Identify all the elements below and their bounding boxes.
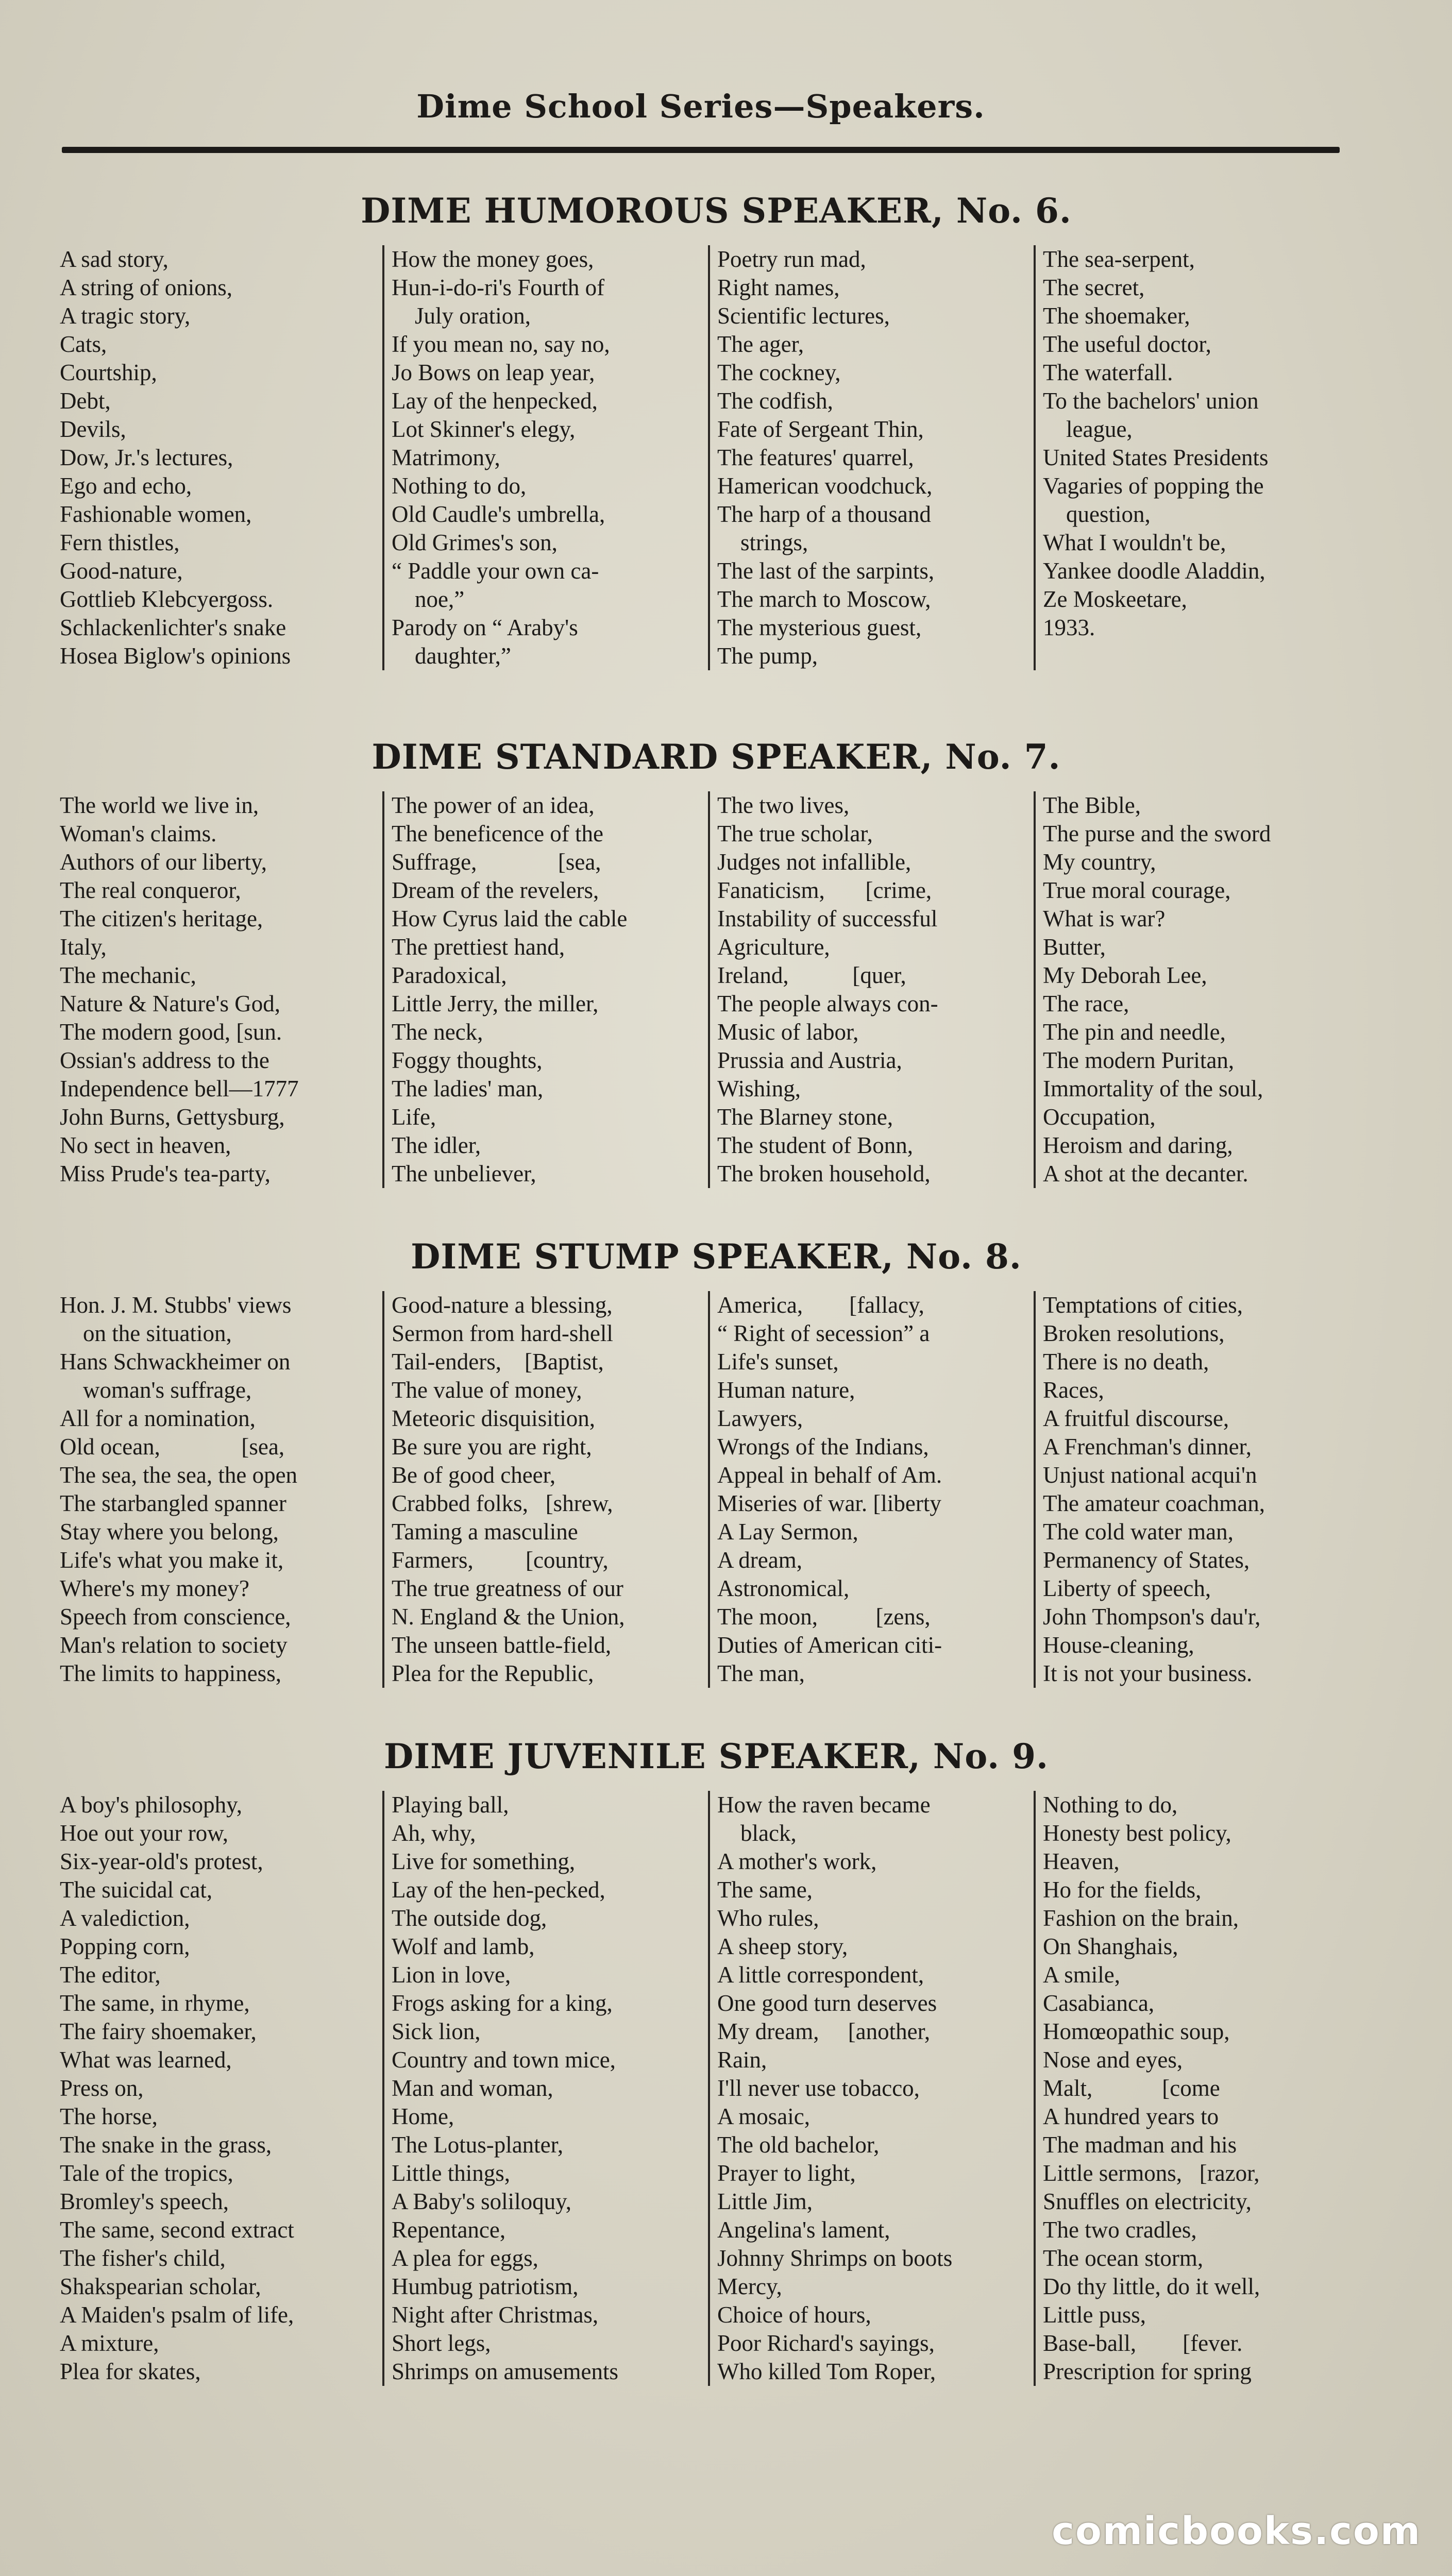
list-item: Jo Bows on leap year, (392, 360, 595, 385)
list-item: If you mean no, say no, (392, 331, 610, 357)
list-item: “ Right of secession” a (717, 1320, 930, 1346)
list-item: A fruitful discourse, (1043, 1405, 1229, 1431)
list-item: The Bible, (1043, 792, 1141, 818)
list-item: John Burns, Gettysburg, (60, 1104, 285, 1130)
list-item: The pump, (717, 643, 818, 669)
section-title: DIME JUVENILE SPEAKER, No. 9. (384, 1736, 1049, 1776)
list-item: The two cradles, (1043, 2217, 1197, 2243)
list-item: The prettiest hand, (392, 934, 565, 960)
list-item: Courtship, (60, 360, 157, 385)
list-item: The codfish, (717, 388, 833, 414)
list-item: Choice of hours, (717, 2302, 871, 2328)
list-item: Fashionable women, (60, 501, 252, 527)
list-item: Right names, (717, 275, 840, 300)
list-item: The old bachelor, (717, 2132, 880, 2158)
list-item: Johnny Shrimps on boots (717, 2245, 953, 2271)
list-item: The mysterious guest, (717, 615, 922, 640)
list-item: Judges not infallible, (717, 849, 911, 875)
list-item: Casabianca, (1043, 1990, 1155, 2016)
list-item: Hoe out your row, (60, 1820, 229, 1846)
list-item: How the money goes, (392, 246, 594, 272)
list-item: Popping corn, (60, 1934, 190, 1959)
section-columns (57, 791, 1376, 1188)
list-item: Homœopathic soup, (1043, 2019, 1230, 2044)
list-item: Ah, why, (392, 1820, 476, 1846)
list-item: Man's relation to society (60, 1632, 288, 1658)
list-item: Taming a masculine (392, 1519, 578, 1545)
list-item: Lawyers, (717, 1405, 803, 1431)
list-item: The last of the sarpints, (717, 558, 935, 584)
list-item: The fairy shoemaker, (60, 2019, 257, 2044)
list-item: A hundred years to (1043, 2104, 1219, 2129)
list-item: Prayer to light, (717, 2160, 856, 2186)
list-item: Hosea Biglow's opinions (60, 643, 291, 669)
list-item: Cats, (60, 331, 107, 357)
list-item: Prussia and Austria, (717, 1047, 902, 1073)
section-columns (57, 1291, 1376, 1688)
list-item: Shakspearian scholar, (60, 2274, 261, 2299)
list-item: The value of money, (392, 1377, 582, 1403)
list-item: Fanaticism, [crime, (717, 877, 932, 903)
list-item: The harp of a thousand (717, 501, 931, 527)
list-item: No sect in heaven, (60, 1132, 231, 1158)
list-item: A sheep story, (717, 1934, 848, 1959)
list-item: The modern good, [sun. (60, 1019, 282, 1045)
list-item: The unbeliever, (392, 1161, 536, 1187)
list-item: Frogs asking for a king, (392, 1990, 613, 2016)
list-item: A boy's philosophy, (60, 1792, 242, 1818)
list-item: 1933. (1043, 615, 1095, 640)
list-item: Wishing, (717, 1076, 801, 1101)
list-item: Man and woman, (392, 2075, 553, 2101)
list-item: The two lives, (717, 792, 850, 818)
list-item: Hamerican voodchuck, (717, 473, 933, 499)
list-item: The mechanic, (60, 962, 196, 988)
list-item: Home, (392, 2104, 454, 2129)
list-item: Hon. J. M. Stubbs' views (60, 1292, 292, 1318)
list-item: Hans Schwackheimer on (60, 1349, 291, 1375)
list-item: Butter, (1043, 934, 1106, 960)
list-item: All for a nomination, (60, 1405, 256, 1431)
list-item: Fashion on the brain, (1043, 1905, 1239, 1931)
list-item: Races, (1043, 1377, 1104, 1403)
list-item: The moon, [zens, (717, 1604, 931, 1630)
list-item: I'll never use tobacco, (717, 2075, 920, 2101)
list-item: The race, (1043, 991, 1129, 1016)
list-item: The march to Moscow, (717, 586, 931, 612)
list-item: One good turn deserves (717, 1990, 937, 2016)
section-title: DIME STUMP SPEAKER, No. 8. (411, 1236, 1022, 1277)
list-item: A Frenchman's dinner, (1043, 1434, 1252, 1460)
list-item: Music of labor, (717, 1019, 859, 1045)
list-item: A mixture, (60, 2330, 159, 2356)
list-item: Life, (392, 1104, 436, 1130)
column-4 (1034, 1791, 1359, 2386)
list-item: Suffrage, [sea, (392, 849, 601, 875)
list-item: Immortality of the soul, (1043, 1076, 1263, 1101)
list-item: The man, (717, 1660, 805, 1686)
list-item: A Maiden's psalm of life, (60, 2302, 294, 2328)
header-rule (62, 147, 1340, 153)
list-item: Honesty best policy, (1043, 1820, 1231, 1846)
list-item: Nothing to do, (1043, 1792, 1178, 1818)
list-item: The Blarney stone, (717, 1104, 893, 1130)
list-item: How Cyrus laid the cable (392, 906, 628, 931)
list-item: A sad story, (60, 246, 168, 272)
list-item: July oration, (392, 303, 531, 329)
list-item: Snuffles on electricity, (1043, 2189, 1252, 2214)
list-item: Poor Richard's sayings, (717, 2330, 935, 2356)
list-item: “ Paddle your own ca- (392, 558, 599, 584)
list-item: My country, (1043, 849, 1156, 875)
list-item: The citizen's heritage, (60, 906, 263, 931)
list-item: Foggy thoughts, (392, 1047, 543, 1073)
list-item: The horse, (60, 2104, 158, 2129)
section-columns (57, 245, 1376, 670)
list-item: The neck, (392, 1019, 483, 1045)
list-item: Fern thistles, (60, 530, 180, 555)
list-item: America, [fallacy, (717, 1292, 924, 1318)
list-item: The limits to happiness, (60, 1660, 281, 1686)
list-item: The pin and needle, (1043, 1019, 1226, 1045)
list-item: Tale of the tropics, (60, 2160, 233, 2186)
column-2 (382, 1791, 708, 2386)
list-item: Fate of Sergeant Thin, (717, 416, 924, 442)
list-item: Scientific lectures, (717, 303, 890, 329)
list-item: Who killed Tom Roper, (717, 2359, 936, 2384)
list-item: Old ocean, [sea, (60, 1434, 285, 1460)
list-item: How the raven became (717, 1792, 931, 1818)
list-item: Heroism and daring, (1043, 1132, 1233, 1158)
section-stump (57, 1236, 1376, 1688)
list-item: The same, second extract (60, 2217, 294, 2243)
list-item: Ossian's address to the (60, 1047, 269, 1073)
list-item: league, (1043, 416, 1133, 442)
list-item: Sermon from hard-shell (392, 1320, 613, 1346)
list-item: Miseries of war. [liberty (717, 1490, 941, 1516)
section-title: DIME HUMOROUS SPEAKER, No. 6. (361, 191, 1072, 231)
list-item: Astronomical, (717, 1575, 850, 1601)
list-item: Wrongs of the Indians, (717, 1434, 929, 1460)
list-item: The power of an idea, (392, 792, 595, 818)
list-item: The editor, (60, 1962, 161, 1988)
list-item: The broken household, (717, 1161, 931, 1187)
list-item: Mercy, (717, 2274, 782, 2299)
column-4 (1034, 245, 1359, 670)
list-item: My dream, [another, (717, 2019, 931, 2044)
column-1 (57, 1791, 382, 2386)
list-item: Playing ball, (392, 1792, 509, 1818)
list-item: Little things, (392, 2160, 510, 2186)
list-item: The true scholar, (717, 821, 873, 846)
list-item: Miss Prude's tea-party, (60, 1161, 271, 1187)
column-4 (1034, 791, 1359, 1188)
list-item: Good-nature, (60, 558, 183, 584)
list-item: A plea for eggs, (392, 2245, 538, 2271)
list-item: United States Presidents (1043, 445, 1269, 470)
list-item: Authors of our liberty, (60, 849, 267, 875)
list-item: Base-ball, [fever. (1043, 2330, 1243, 2356)
column-2 (382, 245, 708, 670)
list-item: Permanency of States, (1043, 1547, 1250, 1573)
list-item: Occupation, (1043, 1104, 1156, 1130)
list-item: Be of good cheer, (392, 1462, 556, 1488)
list-item: A tragic story, (60, 303, 191, 329)
column-3 (708, 1291, 1034, 1688)
list-item: John Thompson's dau'r, (1043, 1604, 1261, 1630)
list-item: Wolf and lamb, (392, 1934, 535, 1959)
list-item: The ager, (717, 331, 804, 357)
list-item: The cold water man, (1043, 1519, 1234, 1545)
list-item: Rain, (717, 2047, 767, 2073)
list-item: Lay of the hen-pecked, (392, 1877, 605, 1903)
list-item: Ireland, [quer, (717, 962, 906, 988)
list-item: The fisher's child, (60, 2245, 226, 2271)
section-juvenile (57, 1736, 1376, 2386)
list-item: Parody on “ Araby's (392, 615, 578, 640)
list-item: Short legs, (392, 2330, 491, 2356)
list-item: Ego and echo, (60, 473, 192, 499)
list-item: The features' quarrel, (717, 445, 914, 470)
list-item: The real conqueror, (60, 877, 241, 903)
column-3 (708, 1791, 1034, 2386)
list-item: Unjust national acqui'n (1043, 1462, 1257, 1488)
list-item: The madman and his (1043, 2132, 1237, 2158)
list-item: Night after Christmas, (392, 2302, 599, 2328)
list-item: question, (1043, 501, 1151, 527)
list-item: Crabbed folks, [shrew, (392, 1490, 613, 1516)
list-item: on the situation, (60, 1320, 232, 1346)
list-item: Heaven, (1043, 1849, 1120, 1874)
column-3 (708, 245, 1034, 670)
list-item: Good-nature a blessing, (392, 1292, 613, 1318)
list-item: woman's suffrage, (60, 1377, 252, 1403)
list-item: The starbangled spanner (60, 1490, 286, 1516)
list-item: What is war? (1043, 906, 1166, 931)
list-item: The world we live in, (60, 792, 259, 818)
list-item: Instability of successful (717, 906, 938, 931)
list-item: Lot Skinner's elegy, (392, 416, 576, 442)
list-item: Vagaries of popping the (1043, 473, 1264, 499)
list-item: Woman's claims. (60, 821, 217, 846)
list-item: Duties of American citi- (717, 1632, 942, 1658)
list-item: Paradoxical, (392, 962, 507, 988)
list-item: Six-year-old's protest, (60, 1849, 263, 1874)
list-item: Hun-i-do-ri's Fourth of (392, 275, 605, 300)
list-item: Liberty of speech, (1043, 1575, 1211, 1601)
list-item: A mother's work, (717, 1849, 877, 1874)
list-item: The true greatness of our (392, 1575, 623, 1601)
list-item: House-cleaning, (1043, 1632, 1194, 1658)
column-1 (57, 1291, 382, 1688)
list-item: The waterfall. (1043, 360, 1173, 385)
list-item: A Baby's soliloquy, (392, 2189, 571, 2214)
list-item: Plea for the Republic, (392, 1660, 594, 1686)
list-item: The people always con- (717, 991, 938, 1016)
list-item: noe,” (392, 586, 465, 612)
list-item: The suicidal cat, (60, 1877, 213, 1903)
list-item: Who rules, (717, 1905, 819, 1931)
list-item: The modern Puritan, (1043, 1047, 1235, 1073)
list-item: daughter,” (392, 643, 511, 669)
watermark: comicbooks.com (1052, 2509, 1421, 2553)
list-item: A dream, (717, 1547, 802, 1573)
list-item: Old Caudle's umbrella, (392, 501, 605, 527)
list-item: The ocean storm, (1043, 2245, 1204, 2271)
list-item: The amateur coachman, (1043, 1490, 1265, 1516)
list-item: Appeal in behalf of Am. (717, 1462, 942, 1488)
list-item: The beneficence of the (392, 821, 603, 846)
list-item: Be sure you are right, (392, 1434, 592, 1460)
list-item: Temptations of cities, (1043, 1292, 1243, 1318)
list-item: A string of onions, (60, 275, 233, 300)
list-item: N. England & the Union, (392, 1604, 625, 1630)
section-title: DIME STANDARD SPEAKER, No. 7. (372, 737, 1061, 777)
list-item: The same, in rhyme, (60, 1990, 250, 2016)
list-item: The idler, (392, 1132, 481, 1158)
list-item: It is not your business. (1043, 1660, 1253, 1686)
list-item: The purse and the sword (1043, 821, 1271, 846)
list-item: Shrimps on amusements (392, 2359, 618, 2384)
section-columns (57, 1791, 1376, 2386)
list-item: My Deborah Lee, (1043, 962, 1207, 988)
list-item: Debt, (60, 388, 111, 414)
list-item: black, (717, 1820, 797, 1846)
list-item: Repentance, (392, 2217, 506, 2243)
list-item: Little puss, (1043, 2302, 1146, 2328)
list-item: Human nature, (717, 1377, 855, 1403)
list-item: Farmers, [country, (392, 1547, 609, 1573)
list-item: Live for something, (392, 1849, 576, 1874)
list-item: Ze Moskeetare, (1043, 586, 1187, 612)
list-item: Poetry run mad, (717, 246, 866, 272)
list-item: Yankee doodle Aladdin, (1043, 558, 1265, 584)
list-item: On Shanghais, (1043, 1934, 1178, 1959)
list-item: Broken resolutions, (1043, 1320, 1225, 1346)
column-2 (382, 1291, 708, 1688)
list-item: The unseen battle-field, (392, 1632, 612, 1658)
list-item: A shot at the decanter. (1043, 1161, 1248, 1187)
list-item: Bromley's speech, (60, 2189, 229, 2214)
list-item: Do thy little, do it well, (1043, 2274, 1260, 2299)
list-item: Lion in love, (392, 1962, 511, 1988)
list-item: Nothing to do, (392, 473, 527, 499)
list-item: The useful doctor, (1043, 331, 1211, 357)
list-item: A little correspondent, (717, 1962, 924, 1988)
list-item: The secret, (1043, 275, 1145, 300)
list-item: To the bachelors' union (1043, 388, 1259, 414)
list-item: Life's sunset, (717, 1349, 839, 1375)
column-1 (57, 791, 382, 1188)
list-item: What I wouldn't be, (1043, 530, 1226, 555)
list-item: Little Jim, (717, 2189, 813, 2214)
list-item: Nature & Nature's God, (60, 991, 280, 1016)
list-item: Devils, (60, 416, 126, 442)
column-4 (1034, 1291, 1359, 1688)
list-item: The student of Bonn, (717, 1132, 913, 1158)
list-item: A valediction, (60, 1905, 190, 1931)
column-1 (57, 245, 382, 670)
list-item: Where's my money? (60, 1575, 249, 1601)
list-item: Old Grimes's son, (392, 530, 558, 555)
list-item: Meteoric disquisition, (392, 1405, 595, 1431)
list-item: Prescription for spring (1043, 2359, 1252, 2384)
list-item: Stay where you belong, (60, 1519, 279, 1545)
list-item: Country and town mice, (392, 2047, 616, 2073)
list-item: The sea-serpent, (1043, 246, 1195, 272)
list-item: The same, (717, 1877, 813, 1903)
list-item: Agriculture, (717, 934, 830, 960)
list-item: What was learned, (60, 2047, 232, 2073)
list-item: Little sermons, [razor, (1043, 2160, 1260, 2186)
list-item: The outside dog, (392, 1905, 547, 1931)
list-item: Dream of the revelers, (392, 877, 599, 903)
list-item: The cockney, (717, 360, 841, 385)
list-item: The snake in the grass, (60, 2132, 272, 2158)
list-item: A Lay Sermon, (717, 1519, 858, 1545)
list-item: Plea for skates, (60, 2359, 201, 2384)
list-item: Nose and eyes, (1043, 2047, 1183, 2073)
list-item: A mosaic, (717, 2104, 810, 2129)
list-item: The sea, the sea, the open (60, 1462, 298, 1488)
list-item: Italy, (60, 934, 107, 960)
list-item: A smile, (1043, 1962, 1121, 1988)
section-humorous (57, 191, 1376, 670)
list-item: Sick lion, (392, 2019, 481, 2044)
column-2 (382, 791, 708, 1188)
list-item: Angelina's lament, (717, 2217, 890, 2243)
list-item: Speech from conscience, (60, 1604, 291, 1630)
list-item: The shoemaker, (1043, 303, 1190, 329)
list-item: The ladies' man, (392, 1076, 544, 1101)
section-standard (57, 737, 1376, 1188)
list-item: Ho for the fields, (1043, 1877, 1202, 1903)
list-item: Schlackenlichter's snake (60, 615, 286, 640)
page-header: Dime School Series—Speakers. (416, 88, 985, 125)
list-item: Dow, Jr.'s lectures, (60, 445, 233, 470)
list-item: Humbug patriotism, (392, 2274, 579, 2299)
list-item: strings, (717, 530, 808, 555)
list-item: True moral courage, (1043, 877, 1231, 903)
list-item: Matrimony, (392, 445, 500, 470)
list-item: Life's what you make it, (60, 1547, 284, 1573)
list-item: The Lotus-planter, (392, 2132, 564, 2158)
list-item: Little Jerry, the miller, (392, 991, 599, 1016)
list-item: There is no death, (1043, 1349, 1209, 1375)
list-item: Malt, [come (1043, 2075, 1220, 2101)
list-item: Lay of the henpecked, (392, 388, 598, 414)
column-3 (708, 791, 1034, 1188)
list-item: Independence bell—1777 (60, 1076, 299, 1101)
list-item: Gottlieb Klebcyergoss. (60, 586, 274, 612)
list-item: Press on, (60, 2075, 144, 2101)
list-item: Tail-enders, [Baptist, (392, 1349, 604, 1375)
